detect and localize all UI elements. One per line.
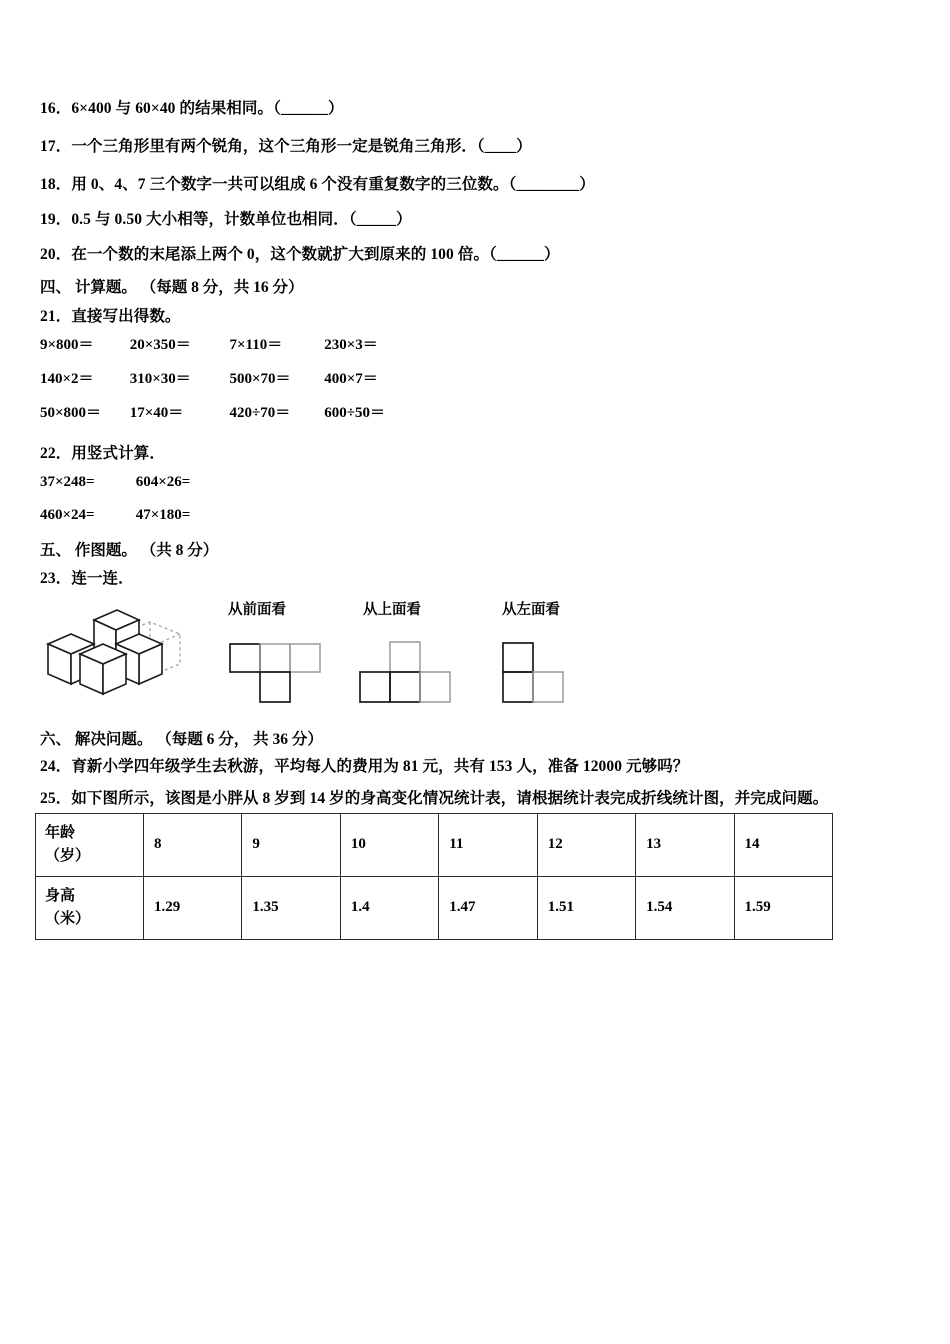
cell-height-9: 1.35 [242, 877, 340, 940]
q21-item-10: 17×40＝ [129, 405, 184, 421]
question-16 [40, 96, 344, 118]
solid-figure-isometric [42, 592, 182, 702]
height-statistics-table [35, 813, 833, 940]
q21-item-7: 500×70＝ [229, 371, 291, 387]
question-20-number: 20． [40, 246, 72, 263]
question-18 [40, 172, 595, 194]
question-23 [40, 566, 134, 588]
q21-row-3 [40, 401, 385, 422]
cell-age-13: 13 [636, 814, 734, 877]
question-17 [40, 134, 532, 156]
row-header-age [36, 814, 144, 877]
question-20 [40, 242, 560, 264]
question-23-number: 23． [40, 570, 72, 587]
q21-item-2: 20×350＝ [129, 337, 191, 353]
q21-item-6: 310×30＝ [129, 371, 191, 387]
question-23-prompt: 连一连． [71, 570, 134, 587]
question-19-text: 0.5 与 0.50 大小相等，计数单位也相同．（_____） [71, 211, 412, 228]
q22-item-2: 604×26= [135, 474, 191, 490]
question-24-number: 24． [40, 758, 72, 775]
view-label-top: 从上面看 [363, 602, 421, 618]
question-19 [40, 207, 412, 229]
question-24 [40, 754, 688, 776]
section-four-heading: 四、 计算题。 （每题 8 分，共 16 分） [40, 279, 304, 296]
left-view-shape [500, 640, 580, 713]
q21-item-1: 9×800＝ [40, 337, 94, 353]
cell-age-9: 9 [242, 814, 340, 877]
q21-row-1 [40, 333, 378, 354]
question-17-text: 一个三角形里有两个锐角，这个三角形一定是锐角三角形．（____） [71, 138, 532, 155]
section-five-heading: 五、 作图题。 （共 8 分） [40, 542, 219, 559]
cell-age-8: 8 [144, 814, 242, 877]
q22-item-3: 460×24= [40, 507, 95, 523]
row-header-age-line2: （岁） [45, 848, 91, 864]
front-view-shape [228, 642, 328, 711]
question-20-text: 在一个数的末尾添上两个 0，这个数就扩大到原来的 100 倍。（______） [71, 246, 560, 263]
row-header-height-line2: （米） [45, 911, 91, 927]
cell-height-13: 1.54 [636, 877, 734, 940]
question-21 [40, 304, 181, 326]
top-view-shape [358, 638, 458, 713]
question-22-number: 22． [40, 445, 72, 462]
q22-item-4: 47×180= [135, 507, 191, 523]
question-25-text: 如下图所示，该图是小胖从 8 岁到 14 岁的身高变化情况统计表，请根据统计表完成折线统计图，并完成问题。 [71, 790, 829, 807]
question-22-prompt: 用竖式计算． [71, 445, 165, 462]
cell-height-12: 1.51 [537, 877, 635, 940]
section-six-heading: 六、 解决问题。 （每题 6 分， 共 36 分） [40, 731, 323, 748]
cell-age-10: 10 [340, 814, 438, 877]
question-22 [40, 441, 165, 463]
question-16-text: 6×400 与 60×40 的结果相同。（______） [71, 100, 344, 117]
table-row-height [36, 877, 833, 940]
row-header-height [36, 877, 144, 940]
q21-item-12: 600÷50＝ [324, 405, 385, 421]
q21-item-9: 50×800＝ [40, 405, 102, 421]
view-label-left: 从左面看 [502, 602, 560, 618]
question-19-number: 19． [40, 211, 72, 228]
cell-height-14: 1.59 [734, 877, 832, 940]
row-header-height-line1: 身高 [45, 887, 76, 904]
cell-height-10: 1.4 [340, 877, 438, 940]
cell-height-8: 1.29 [144, 877, 242, 940]
q21-row-2 [40, 367, 378, 388]
question-24-text: 育新小学四年级学生去秋游，平均每人的费用为 81 元，共有 153 人，准备 12000 元够吗？ [71, 758, 689, 775]
q21-item-11: 420÷70＝ [229, 405, 291, 421]
cell-age-11: 11 [439, 814, 537, 877]
q21-item-4: 230×3＝ [324, 337, 378, 353]
question-17-number: 17． [40, 138, 72, 155]
question-21-prompt: 直接写出得数。 [71, 308, 181, 325]
cell-height-11: 1.47 [439, 877, 537, 940]
q22-row-2 [40, 507, 190, 524]
cell-age-12: 12 [537, 814, 635, 877]
q22-item-1: 37×248= [40, 474, 95, 490]
question-16-number: 16． [40, 100, 72, 117]
question-18-text: 用 0、4、7 三个数字一共可以组成 6 个没有重复数字的三位数。（________） [71, 176, 595, 193]
table-row-age [36, 814, 833, 877]
q22-row-1 [40, 474, 190, 491]
q21-item-5: 140×2＝ [40, 371, 94, 387]
cell-age-14: 14 [734, 814, 832, 877]
question-18-number: 18． [40, 176, 72, 193]
question-25 [40, 786, 828, 808]
q21-item-3: 7×110＝ [229, 337, 283, 353]
view-label-front: 从前面看 [228, 602, 286, 618]
question-21-number: 21． [40, 308, 72, 325]
row-header-age-line1: 年龄 [45, 824, 76, 841]
q21-item-8: 400×7＝ [324, 371, 378, 387]
question-25-number: 25． [40, 790, 72, 807]
